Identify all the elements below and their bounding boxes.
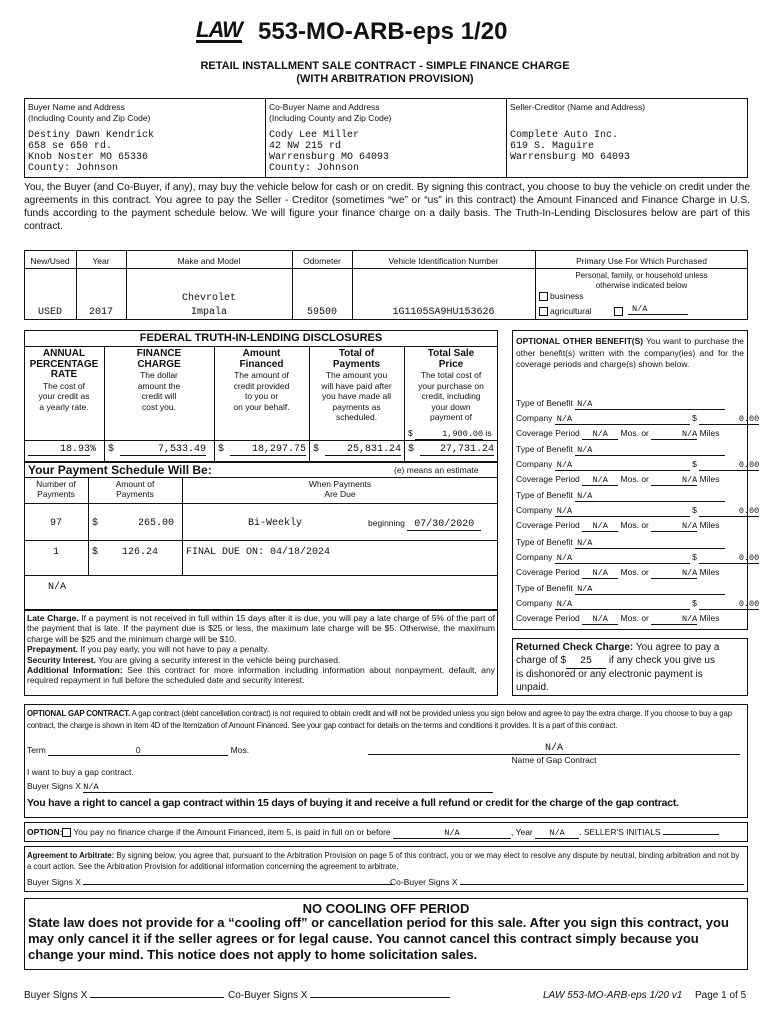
option-row: OPTION: You pay no finance charge if the Amount Financed, item 5, is paid in full on or before N/A , Year N/A . SELLER'S INITIALS xyxy=(27,827,719,839)
total-payments-col: Total of Payments The amount you will have paid after you have made all payments as scheduled. xyxy=(321,348,392,422)
down-payment-value: 1,900.00 xyxy=(415,429,483,440)
model-value: Impala xyxy=(190,307,227,318)
total-sale-price-col: Total Sale Price The total cost of your purchase on credit, including your down payment of xyxy=(418,348,484,422)
row1-num: 97 xyxy=(49,518,62,529)
finance-charge-value: $ 7,533.49 xyxy=(108,444,207,455)
apr-col: ANNUAL PERCENTAGE RATE The cost of your credit as a yearly rate. xyxy=(29,348,99,412)
law-logo: LAW xyxy=(196,17,242,42)
cobuyer-label: Co-Buyer Name and Address xyxy=(269,102,380,112)
footer-cobuyer-signs[interactable]: Co-Buyer Signs X xyxy=(228,990,450,1001)
total-payments-value: $ 25,831.24 xyxy=(313,444,402,455)
use-business[interactable]: business xyxy=(539,291,584,301)
seller-label: Seller-Creditor (Name and Address) xyxy=(510,102,646,112)
total-sale-price-value: $ 27,731.24 xyxy=(408,444,495,455)
buyer-label: Buyer Name and Address xyxy=(28,102,125,112)
vin-value: 1G1105SA9HU153626 xyxy=(392,307,495,318)
benefit-type: Type of Benefit N/A xyxy=(516,583,725,595)
col-amount-payments: Amount of Payments xyxy=(115,479,155,499)
amount-financed-value: $ 18,297.75 xyxy=(218,444,307,455)
footer-buyer-signs[interactable]: Buyer Signs X xyxy=(24,990,224,1001)
contract-title: RETAIL INSTALLMENT SALE CONTRACT - SIMPLE FINANCE CHARGE xyxy=(200,60,570,72)
benefit-company: Company N/A $ 0.00 xyxy=(516,505,760,517)
gap-cancel: You have a right to cancel a gap contract within 15 days of buying it and receive a full refund or credit for the charge of the gap contract. xyxy=(27,797,679,809)
terms-text: Late Charge. If a payment is not received in full within 15 days after it is due, you will pay a late charge of 5% of the part of the payment that is late. If the payment due is $25 or less, the maximum late charge will be $5. Otherwise, the maximum charge will be $25 and the minimum charge will be $10. Prepayment. If you pay early, you will not have to pay a penalty. Security Interest. You are giving a security interest in the vehicle being purchased. Additional Information: See this contract for more information including information about nonpayment, default, any required repayment in full before the scheduled date and security interest. xyxy=(27,613,496,686)
use-note: Personal, family, or household unless otherwise indicated below xyxy=(575,271,708,290)
cooling-off-text: State law does not provide for a “cooling off” or cancellation period for this sale. After you sign this contract, you may only cancel it if the seller agrees or for legal cause. You cannot cancel this contract simply because you change your mind. This notice does not apply to home solicitation sales. xyxy=(28,915,729,962)
apr-value: 18.93% xyxy=(28,444,102,456)
gap-contract-name: N/A xyxy=(368,743,740,755)
col-odometer: Odometer xyxy=(303,256,341,266)
intro-paragraph: You, the Buyer (and Co-Buyer, if any), may buy the vehicle below for cash or on credit. By signing this contract, you choose to buy the vehicle on credit under the agreements in this contract. You agree to pay the Seller - Creditor (sometimes “we” or “us” in this contract) the Amount Financed and Finance Charge in U.S. funds according to the payment schedule below. We will figure your finance charge on a daily basis. The Truth-In-Lending Disclosures below are part of this contract. xyxy=(24,182,750,232)
gap-term: Term 0 Mos. xyxy=(27,745,250,755)
row1-when: Bi-Weekly xyxy=(247,518,302,529)
benefit-company: Company N/A $ 0.00 xyxy=(516,551,760,563)
estimate-note: (e) means an estimate xyxy=(394,465,479,475)
col-make-model: Make and Model xyxy=(177,256,241,266)
benefit-company: Company N/A $ 0.00 xyxy=(516,597,760,609)
col-vin: Vehicle Identification Number xyxy=(388,256,499,266)
finance-charge-col: FINANCE CHARGE The dollar amount the credit will cost you. xyxy=(136,348,182,412)
cobuyer-name: Cody Lee Miller 42 NW 215 rd Warrensburg MO 64093 County: Johnson xyxy=(269,130,390,174)
gap-name-label: Name of Gap Contract xyxy=(511,755,597,765)
benefit-coverage: Coverage Period N/A Mos. or N/A Miles xyxy=(516,612,720,624)
benefit-coverage: Coverage Period N/A Mos. or N/A Miles xyxy=(516,520,720,532)
option-checkbox[interactable] xyxy=(62,828,71,837)
odometer-value: 59500 xyxy=(306,307,337,318)
payment-schedule-title: Your Payment Schedule Will Be: xyxy=(28,463,212,477)
col-year: Year xyxy=(92,256,110,266)
benefit-type: Type of Benefit N/A xyxy=(516,398,725,410)
buyer-name: Destiny Dawn Kendrick 658 se 650 rd. Knob Noster MO 65336 County: Johnson xyxy=(28,130,155,174)
footer-form-id: LAW 553-MO-ARB-eps 1/20 v1 xyxy=(543,990,683,1001)
benefit-coverage: Coverage Period N/A Mos. or N/A Miles xyxy=(516,428,720,439)
col-num-payments: Number of Payments xyxy=(36,479,76,499)
gap-want: I want to buy a gap contract. xyxy=(27,767,134,777)
benefit-company: Company N/A $ 0.00 xyxy=(516,459,760,471)
benefit-coverage: Coverage Period N/A Mos. or N/A Miles xyxy=(516,566,720,578)
cooling-off-title: NO COOLING OFF PERIOD xyxy=(302,901,470,916)
new-used-value: USED xyxy=(37,307,62,318)
make-value: Chevrolet xyxy=(181,293,236,304)
cobuyer-label-2: (Including County and Zip Code) xyxy=(269,113,392,123)
row1-beginning: beginning 07/30/2020 xyxy=(368,518,481,531)
row2-amount: $ 126.24 xyxy=(92,547,159,558)
amount-financed-col: Amount Financed The amount of credit provided to you or on your behalf. xyxy=(233,348,290,412)
arbitration-text: Agreement to Arbitrate: By signing below, you agree that, pursuant to the Arbitration Provision on page 5 of this contract, you or we may elect to resolve any dispute by neutral, binding arbitration and not by a court action. See the Arbitration Provision for additional information concerning the agreement to arbitrate. xyxy=(27,851,740,871)
benefit-type: Type of Benefit N/A xyxy=(516,537,725,549)
row3-na: N/A xyxy=(48,582,67,593)
benefits-intro: OPTIONAL OTHER BENEFIT(S) You want to purchase the other benefit(s) written with the company(ies) and for the coverage periods and charge(s) shown below. xyxy=(516,336,744,369)
contract-subtitle: (WITH ARBITRATION PROVISION) xyxy=(296,73,474,85)
col-new-used: New/Used xyxy=(30,256,70,266)
form-id-title: 553-MO-ARB-eps 1/20 xyxy=(258,18,508,45)
col-primary-use: Primary Use For Which Purchased xyxy=(576,256,707,266)
benefit-coverage: Coverage Period N/A Mos. or N/A Miles xyxy=(516,474,720,486)
col-when-due: When Payments Are Due xyxy=(308,479,372,499)
arbitration-buyer-signs[interactable]: Buyer Signs X xyxy=(27,877,393,887)
buyer-label-2: (Including County and Zip Code) xyxy=(28,113,151,123)
arbitration-cobuyer-signs[interactable]: Co-Buyer Signs X xyxy=(390,877,744,887)
benefit-company: Company N/A $ 0.00 xyxy=(516,413,760,424)
use-agricultural[interactable]: agricultural xyxy=(539,306,592,316)
use-other[interactable] xyxy=(614,306,625,316)
gap-buyer-signs[interactable]: Buyer Signs X N/A xyxy=(27,781,493,793)
down-payment-row: $ 1,900.00 is xyxy=(408,428,492,439)
row2-num: 1 xyxy=(52,547,59,558)
footer-page-number: Page 1 of 5 xyxy=(695,990,747,1001)
gap-text: OPTIONAL GAP CONTRACT. A gap contract (debt cancellation contract) is not required to obtain credit and will not be provided unless you sign below and agree to pay the extra charge. If you choose to buy a gap contract, the charge is shown in Item 4D of the Itemization of Amount Financed. See your gap contract for details on the terms and conditions it provides. It is a part of this contract. xyxy=(27,709,732,730)
benefit-type: Type of Benefit N/A xyxy=(516,444,725,456)
til-title: FEDERAL TRUTH-IN-LENDING DISCLOSURES xyxy=(139,332,383,344)
row2-when: FINAL DUE ON: 04/18/2024 xyxy=(186,547,331,558)
use-other-value: N/A xyxy=(628,304,688,315)
row1-amount: $ 265.00 xyxy=(92,518,175,529)
benefit-type: Type of Benefit N/A xyxy=(516,490,725,502)
year-value: 2017 xyxy=(88,307,113,318)
returned-check-text: Returned Check Charge: You agree to pay a charge of $ 25 if any check you give us is dishonored or any electronic payment is unpaid. xyxy=(516,642,720,693)
seller-name: Complete Auto Inc. 619 S. Maguire Warrensburg MO 64093 xyxy=(510,130,631,163)
